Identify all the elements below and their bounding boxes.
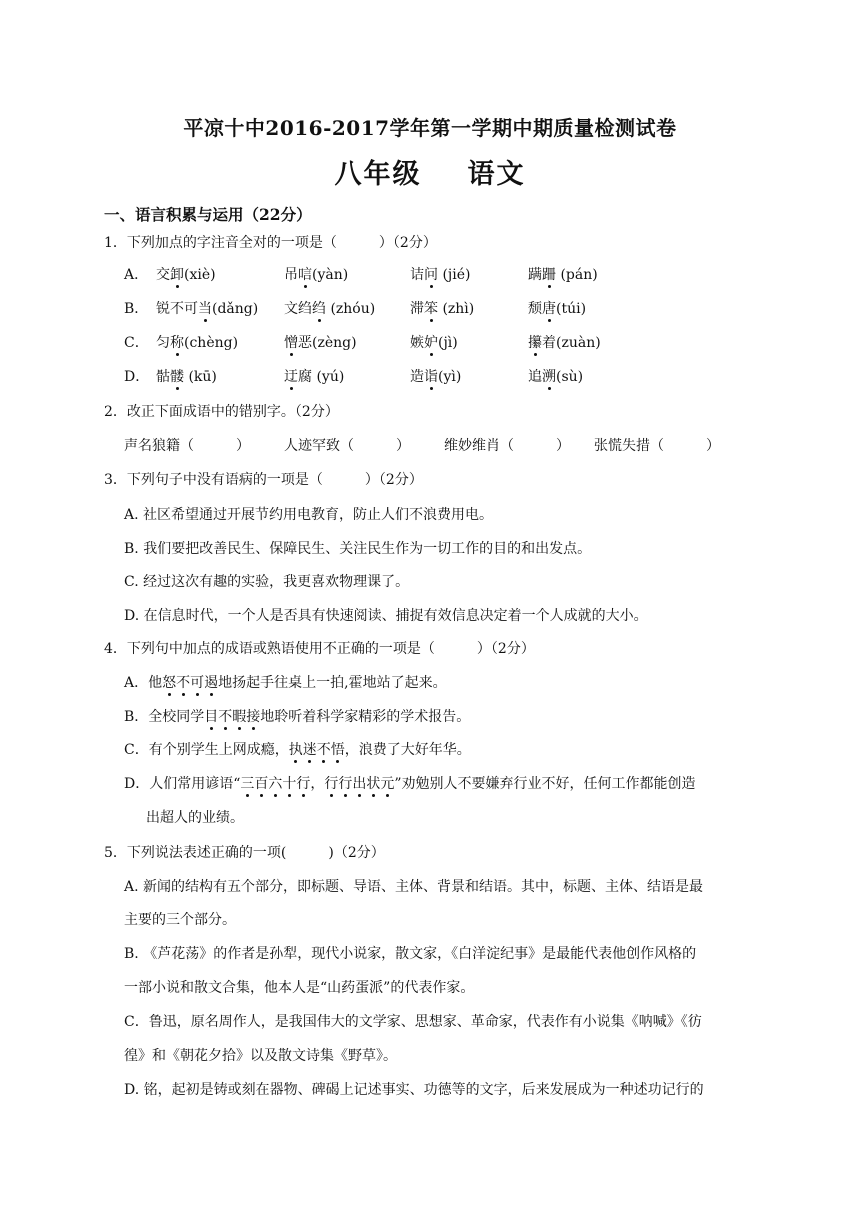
dotted-char: 行: [338, 776, 353, 792]
question-5-option-a: A. 新闻的结构有五个部分，即标题、导语、主体、背景和结语。其中，标题、主体、结语是最: [124, 879, 704, 895]
exam-title: 平凉十中2016-2017学年第一学期中期质量检测试卷: [183, 116, 677, 140]
dotted-char: 笨: [424, 301, 438, 317]
dotted-char: 唐: [542, 301, 556, 317]
dotted-idiom: [240, 776, 394, 792]
item-text: 蹒: [528, 267, 542, 283]
question-1-option-letter: C．: [124, 335, 149, 351]
pinyin-text: 着(zuàn): [542, 335, 601, 351]
pinyin-text: (xiè): [184, 267, 216, 283]
question-1-option-item: [284, 266, 348, 284]
option-text: A．他: [124, 675, 163, 691]
question-3-option-c: C. 经过这次有趣的实验，我更喜欢物理课了。: [124, 574, 410, 590]
dotted-char: 悟: [330, 742, 345, 758]
question-5-option-c-continued: 徨》和《朝花夕拾》以及散文诗集《野草》。: [124, 1048, 397, 1064]
pinyin-text: (yì): [438, 369, 462, 385]
option-text: B．全校同学: [124, 709, 205, 725]
pinyin-text: (pán): [556, 267, 598, 283]
question-4-option-d-continued: 出超人的业绩。: [146, 810, 244, 826]
dotted-char: 髅: [170, 369, 184, 385]
question-1-option-item: [156, 368, 217, 386]
question-4-option-d: [124, 775, 696, 793]
dotted-char: 绉: [312, 301, 326, 317]
dotted-char: 当: [198, 301, 212, 317]
subject-label: 语文: [467, 159, 526, 190]
question-5-stem: 5．下列说法表述正确的一项( )（2分）: [104, 845, 385, 861]
question-1-option-item: [284, 300, 375, 318]
dotted-char: 不: [218, 709, 233, 725]
dotted-char: 问: [424, 267, 438, 283]
item-text: 锐不可: [156, 301, 198, 317]
question-2-item: 声名狼籍（ ）: [124, 438, 250, 454]
question-2-item: 人迹罕致（ ）: [284, 438, 410, 454]
dotted-char: 卸: [170, 267, 184, 283]
dotted-char: 遏: [204, 675, 219, 691]
dotted-char: 状: [366, 776, 381, 792]
question-1-option-item: [156, 266, 216, 284]
option-text: D．人们常用谚语“: [124, 776, 241, 792]
question-1-stem: 1．下列加点的字注音全对的一项是（ ）（2分）: [104, 235, 437, 251]
question-1-option-item: [410, 334, 458, 352]
question-5-option-b: B. 《芦花荡》的作者是孙犁，现代小说家，散文家，《白洋淀纪事》是最能代表他创作风格的: [124, 946, 697, 962]
dotted-char: 执: [288, 742, 303, 758]
dotted-char: 可: [190, 675, 205, 691]
item-text: 诘: [410, 267, 424, 283]
question-4-stem: 4．下列句中加点的成语或熟语使用不正确的一项是（ ）（2分）: [104, 641, 535, 657]
pinyin-text: (túi): [556, 301, 587, 317]
question-1-option-item: [156, 300, 258, 318]
question-1-option-letter: B．: [124, 301, 149, 317]
question-3-option-d: D. 在信息时代，一个人是否具有快速阅读、捕捉有效信息决定着一个人成就的大小。: [124, 608, 648, 624]
pinyin-text: 腐 (yú): [298, 369, 345, 385]
question-1-option-item: [410, 368, 461, 386]
pinyin-text: (kū): [184, 369, 217, 385]
item-text: 滞: [410, 301, 424, 317]
dotted-char: 溯: [542, 369, 556, 385]
item-text: 匀: [156, 335, 170, 351]
question-1-option-item: [528, 300, 586, 318]
question-1-option-item: [284, 334, 357, 352]
pinyin-text: (jì): [438, 335, 458, 351]
question-2-item: 张慌失措（ ）: [594, 438, 720, 454]
question-1-option-item: [284, 368, 344, 386]
dotted-idiom: [162, 675, 218, 691]
dotted-char: 接: [246, 709, 261, 725]
dotted-char: 唁: [298, 267, 312, 283]
question-1-option-item: [528, 334, 601, 352]
dotted-char: ，: [310, 776, 325, 792]
question-1-option-item: [156, 334, 238, 352]
pinyin-text: (zhì): [438, 301, 475, 317]
item-text: 文绉: [284, 301, 312, 317]
dotted-char: 怒: [162, 675, 177, 691]
option-text: ”劝勉别人不要嫌弃行业不好，任何工作都能创造: [394, 776, 696, 792]
dotted-char: 十: [282, 776, 297, 792]
option-text: 地扬起手往桌上一拍,霍地站了起来。: [218, 675, 447, 691]
question-5-option-c: C．鲁迅，原名周作人，是我国伟大的文学家、思想家、革命家，代表作有小说集《呐喊》《彷: [124, 1014, 702, 1030]
dotted-char: 目: [204, 709, 219, 725]
dotted-char: 元: [380, 776, 395, 792]
option-text: C．有个别学生上网成瘾，: [124, 742, 289, 758]
item-text: 颓: [528, 301, 542, 317]
dotted-char: 迷: [302, 742, 317, 758]
dotted-char: 攥: [528, 335, 542, 351]
pinyin-text: (sù): [556, 369, 584, 385]
dotted-char: 百: [254, 776, 269, 792]
item-text: 交: [156, 267, 170, 283]
option-text: 地聆听着科学家精彩的学术报告。: [260, 709, 471, 725]
pinyin-text: (jié): [438, 267, 471, 283]
question-3-option-a: A. 社区希望通过开展节约用电教育，防止人们不浪费用电。: [124, 507, 494, 523]
dotted-char: 出: [352, 776, 367, 792]
pinyin-text: (dǎng): [212, 301, 259, 317]
question-4-option-b: [124, 708, 470, 726]
dotted-char: 跚: [542, 267, 556, 283]
dotted-char: 不: [316, 742, 331, 758]
dotted-char: 诣: [424, 369, 438, 385]
question-5-option-a-continued: 主要的三个部分。: [124, 912, 236, 928]
pinyin-text: (zhóu): [326, 301, 376, 317]
question-3-option-b: B. 我们要把改善民生、保障民生、关注民生作为一切工作的目的和出发点。: [124, 541, 592, 557]
question-1-option-item: [410, 266, 470, 284]
question-4-option-a: [124, 674, 447, 692]
question-5-option-d: D. 铭，起初是铸或刻在器物、碑碣上记述事实、功德等的文字，后来发展成为一种述功记行的: [124, 1082, 704, 1098]
pinyin-text: (yàn): [312, 267, 349, 283]
pinyin-text: (chèng): [184, 335, 239, 351]
dotted-char: 称: [170, 335, 184, 351]
dotted-char: 六: [268, 776, 283, 792]
item-text: 嫉: [410, 335, 424, 351]
item-text: 追: [528, 369, 542, 385]
dotted-char: 迂: [284, 369, 298, 385]
item-text: 骷: [156, 369, 170, 385]
item-text: 吊: [284, 267, 298, 283]
dotted-idiom: [289, 742, 345, 758]
question-4-option-c: [124, 741, 471, 759]
dotted-char: 不: [176, 675, 191, 691]
dotted-char: 憎: [284, 335, 298, 351]
question-1-option-letter: A．: [124, 267, 149, 283]
question-2-stem: 2．改正下面成语中的错别字。（2分）: [104, 404, 339, 420]
question-2-item: 维妙维肖（ ）: [444, 438, 570, 454]
exam-subtitle: [0, 152, 860, 191]
question-1-option-item: [528, 266, 598, 284]
section-heading: 一、语言积累与运用（22分）: [104, 205, 312, 224]
question-1-option-item: [410, 300, 474, 318]
question-1-option-letter: D．: [124, 369, 150, 385]
question-5-option-b-continued: 一部小说和散文合集，他本人是“山药蛋派”的代表作家。: [124, 980, 475, 996]
grade-label: 八年级: [334, 159, 422, 190]
item-text: 造: [410, 369, 424, 385]
option-text: ，浪费了大好年华。: [344, 742, 471, 758]
dotted-char: 暇: [232, 709, 247, 725]
dotted-char: 行: [296, 776, 311, 792]
dotted-char: 妒: [424, 335, 438, 351]
question-3-stem: 3．下列句子中没有语病的一项是（ ）（2分）: [104, 472, 423, 488]
dotted-idiom: [204, 709, 260, 725]
dotted-char: 三: [240, 776, 255, 792]
dotted-char: 行: [324, 776, 339, 792]
pinyin-text: 恶(zèng): [298, 335, 357, 351]
question-1-option-item: [528, 368, 583, 386]
